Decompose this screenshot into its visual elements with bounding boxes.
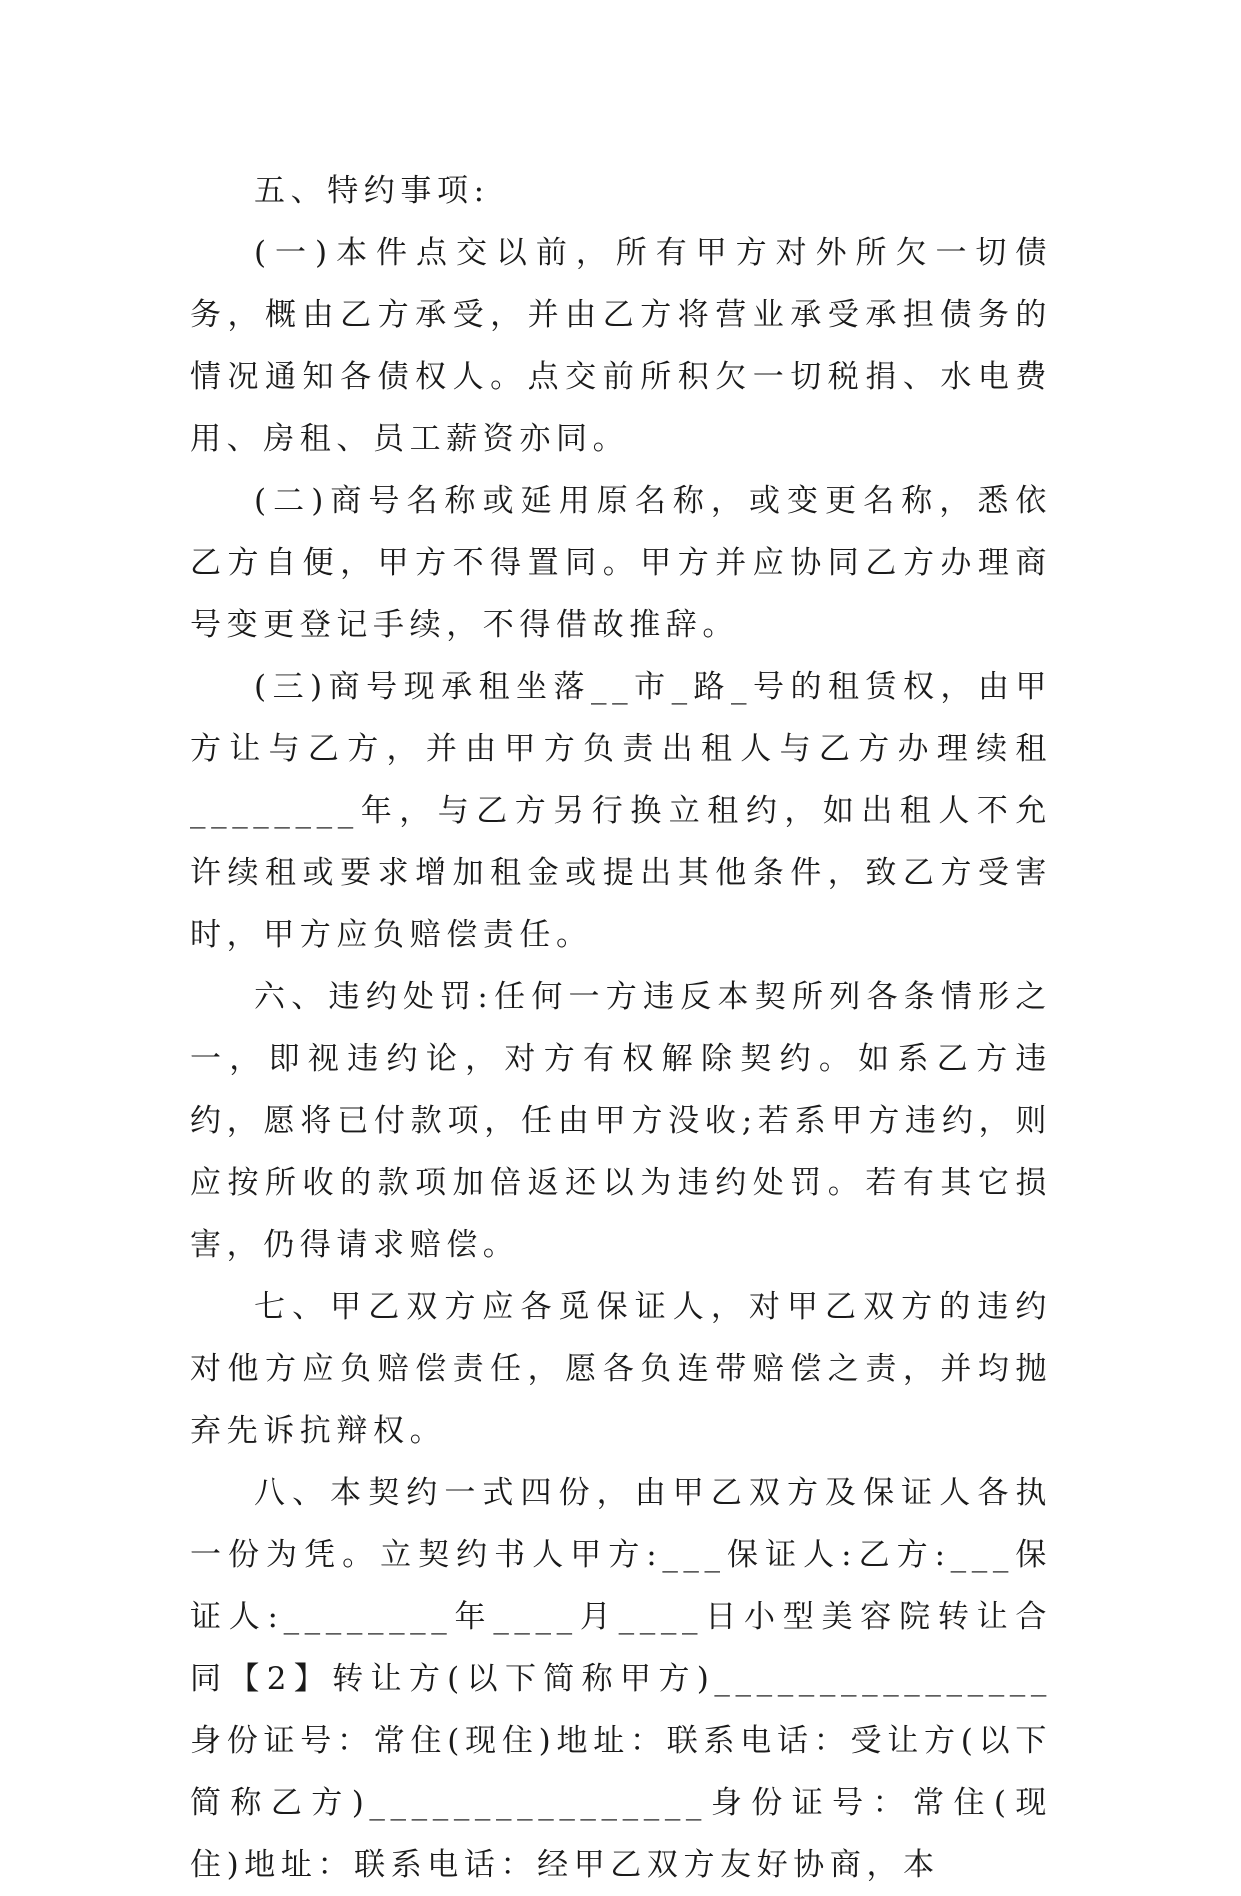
section-five-heading: 五、特约事项:	[254, 173, 490, 209]
document-body	[190, 160, 1052, 1896]
clause-five-three: (三)商号现承租坐落__市_路_号的租赁权，由甲方让与乙方，并由甲方负责出租人与乙方办理续租________年，与乙方另行换立租约，如出租人不允许续租或要求增加租金或提出其他条件，致乙方受害时，甲方应负赔偿责任。	[190, 669, 1052, 953]
section-eight-copies-and-signatures: 八、本契约一式四份，由甲乙双方及保证人各执一份为凭。立契约书人甲方:___保证人:乙方:___保证人:________年____月____日小型美容院转让合同【2】转让方(以下简称甲方)________________身份证号：常住(现住)地址：联系电话：受让方(以下简称乙方)________________身份证号：常住(现住)地址：联系电话：经甲乙双方友好协商，本	[190, 1475, 1052, 1883]
clause-five-one: (一)本件点交以前，所有甲方对外所欠一切债务，概由乙方承受，并由乙方将营业承受承担债务的情况通知各债权人。点交前所积欠一切税捐、水电费用、房租、员工薪资亦同。	[190, 235, 1052, 457]
clause-five-two: (二)商号名称或延用原名称，或变更名称，悉依乙方自便，甲方不得置同。甲方并应协同乙方办理商号变更登记手续，不得借故推辞。	[190, 483, 1052, 643]
section-seven-guarantors: 七、甲乙双方应各觅保证人，对甲乙双方的违约对他方应负赔偿责任，愿各负连带赔偿之责，并均抛弃先诉抗辩权。	[190, 1289, 1052, 1449]
section-six-breach-penalty: 六、违约处罚:任何一方违反本契所列各条情形之一，即视违约论，对方有权解除契约。如系乙方违约，愿将已付款项，任由甲方没收;若系甲方违约，则应按所收的款项加倍返还以为违约处罚。若有其它损害，仍得请求赔偿。	[190, 979, 1052, 1263]
